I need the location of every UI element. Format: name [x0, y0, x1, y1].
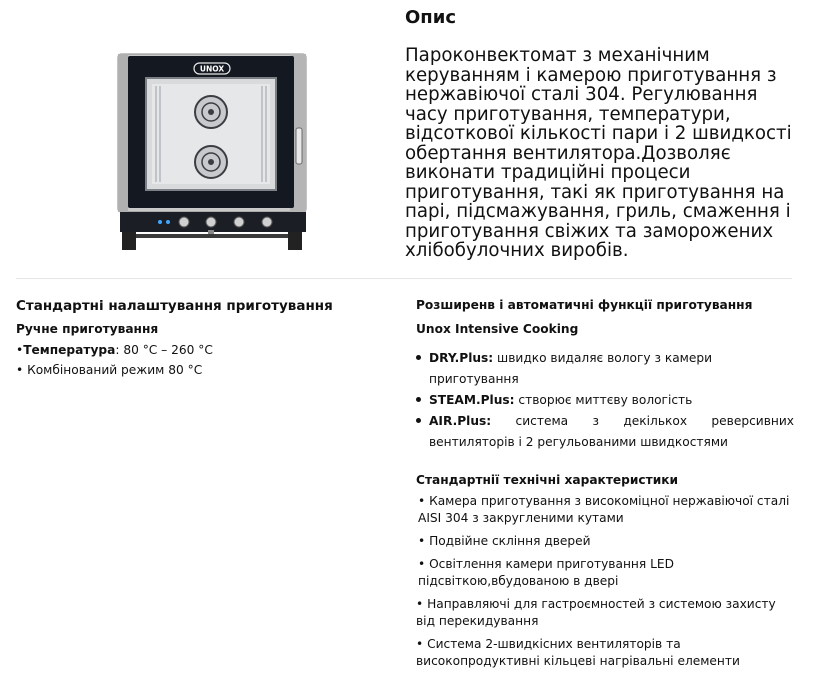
list-item: • Подвійне скління дверей [418, 534, 591, 548]
bullet-icon [416, 397, 421, 402]
feature-text: швидко видаляє вологу з камери приготування [429, 351, 713, 386]
specs-title: Стандартнії технічні характеристики [416, 473, 679, 487]
description-heading: Опис [405, 7, 457, 28]
description-text: Пароконвектомат з механічним керуванням і камерою приготування з нержавіючої сталі 304. Регулювання часу приготування, температури, відсоткової кількості пари і 2 швидкості обертання вентилятора.Дозволяє виконати традиційні процеси приготування, такі як приготування на парі, підсмажування, гриль, смаження і приготування свіжих та заморожених хлібобулочних виробів. [405, 45, 792, 261]
list-item: • Направляючі для гастроємностей з системою захисту від перекидування [416, 597, 776, 628]
list-item [416, 411, 794, 453]
specs-list [416, 493, 794, 670]
advanced-title: Розширенв і автоматичні функції приготування [416, 298, 753, 312]
temperature-line: •Температура: 80 °C – 260 °C [16, 343, 213, 357]
feature-list [416, 348, 794, 453]
bullet-icon [416, 355, 421, 360]
standard-settings-section [16, 298, 376, 377]
feature-name: DRY.Plus: [429, 351, 494, 365]
list-item: • Система 2-швидкісних вентиляторів та високопродуктивні кільцеві нагрівальні елементи [416, 637, 740, 668]
intensive-cooking-subtitle: Unox Intensive Cooking [416, 322, 579, 336]
combi-mode-line: • Комбінований режим 80 °C [16, 363, 203, 377]
list-item [416, 390, 794, 411]
feature-name: STEAM.Plus: [429, 393, 515, 407]
list-item [416, 348, 794, 390]
feature-text: система з декількох реверсивних вентиляторів і 2 регульованими швидкостями [429, 414, 794, 449]
feature-name: AIR.Plus: [429, 414, 492, 428]
list-item: • Камера приготування з високоміцної нержавіючої сталі AISI 304 з закругленими кутами [418, 494, 790, 525]
combi-oven-image [112, 52, 312, 257]
standard-settings-title: Стандартні налаштування приготування [16, 298, 333, 314]
temperature-label: Температура [23, 343, 116, 357]
manual-cooking-subtitle: Ручне приготування [16, 322, 159, 336]
section-divider [16, 278, 792, 279]
advanced-section [416, 298, 794, 676]
list-item: • Освітлення камери приготування LED підсвіткою,вбудованою в двері [418, 557, 674, 588]
brand-logo: UNOX [199, 64, 225, 74]
feature-text: створює миттєву вологість [514, 393, 693, 407]
bullet-icon [416, 418, 421, 423]
temperature-value: : 80 °C – 260 °C [115, 343, 213, 357]
